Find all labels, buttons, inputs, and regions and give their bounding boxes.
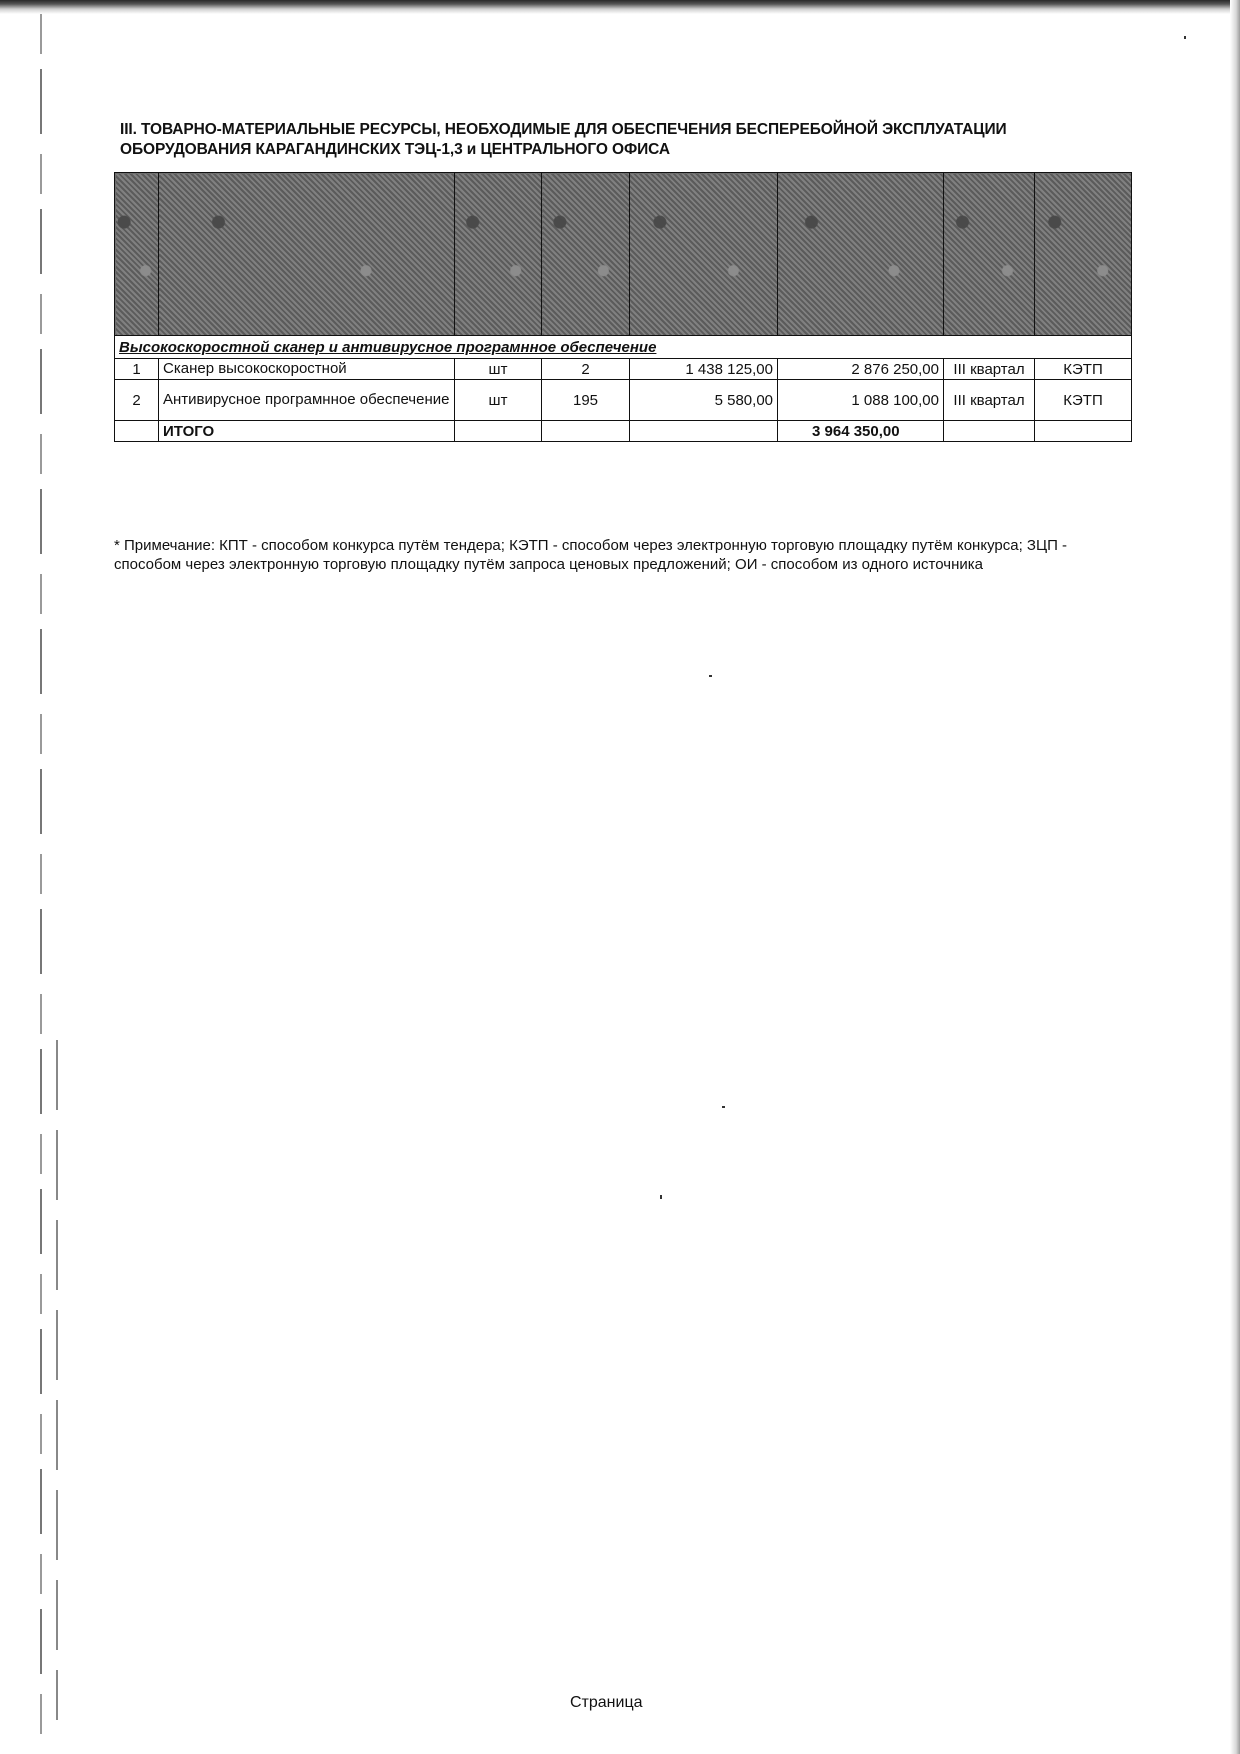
total-sum: 3 964 350,00 bbox=[778, 421, 944, 442]
table-total-row bbox=[115, 421, 1132, 442]
scan-top-edge bbox=[0, 0, 1240, 14]
row-price: 1 438 125,00 bbox=[630, 359, 778, 380]
row-price: 5 580,00 bbox=[630, 380, 778, 421]
row-qty: 195 bbox=[542, 380, 630, 421]
header-cell-num bbox=[115, 173, 159, 336]
scan-speck bbox=[660, 1195, 662, 1199]
row-unit: шт bbox=[455, 380, 542, 421]
header-cell-name bbox=[159, 173, 455, 336]
row-period: III квартал bbox=[944, 359, 1035, 380]
row-sum: 2 876 250,00 bbox=[778, 359, 944, 380]
scan-speck bbox=[1184, 36, 1186, 39]
header-cell-price bbox=[630, 173, 778, 336]
footnote: * Примечание: КПТ - способом конкурса путём тендера; КЭТП - способом через электронную торговую площадку путём конкурса; ЗЦП - способом через электронную торговую площадку путём запроса ценовых предложений; ОИ - способом из одного источника bbox=[114, 537, 1068, 573]
row-name: Сканер высокоскоростной bbox=[159, 359, 455, 380]
total-unit-empty bbox=[455, 421, 542, 442]
row-period: III квартал bbox=[944, 380, 1035, 421]
table-row bbox=[115, 380, 1132, 421]
scan-speck bbox=[722, 1106, 725, 1108]
scan-speck bbox=[709, 675, 712, 677]
total-label: ИТОГО bbox=[159, 421, 455, 442]
header-cell-unit bbox=[455, 173, 542, 336]
row-num: 1 bbox=[115, 359, 159, 380]
header-cell-qty bbox=[542, 173, 630, 336]
table-header-row bbox=[115, 173, 1132, 336]
total-period-empty bbox=[944, 421, 1035, 442]
row-qty: 2 bbox=[542, 359, 630, 380]
row-name: Антивирусное програмнное обеспечение bbox=[159, 380, 455, 421]
total-qty-empty bbox=[542, 421, 630, 442]
total-method-empty bbox=[1035, 421, 1132, 442]
scan-left-edge bbox=[40, 14, 42, 1734]
row-sum: 1 088 100,00 bbox=[778, 380, 944, 421]
resources-table bbox=[114, 172, 1132, 442]
row-unit: шт bbox=[455, 359, 542, 380]
section-heading bbox=[120, 120, 1140, 160]
page-footer: Страница bbox=[570, 1694, 643, 1711]
header-cell-sum bbox=[778, 173, 944, 336]
header-cell-period bbox=[944, 173, 1035, 336]
scan-right-edge bbox=[1230, 0, 1240, 1754]
row-method: КЭТП bbox=[1035, 380, 1132, 421]
section-title: Высокоскоростной сканер и антивирусное програмнное обеспечение bbox=[115, 336, 1132, 359]
row-method: КЭТП bbox=[1035, 359, 1132, 380]
table-section-row bbox=[115, 336, 1132, 359]
scan-left-edge-inner bbox=[56, 1040, 58, 1720]
total-num-empty bbox=[115, 421, 159, 442]
row-num: 2 bbox=[115, 380, 159, 421]
total-price-empty bbox=[630, 421, 778, 442]
heading-line-1: III. ТОВАРНО-МАТЕРИАЛЬНЫЕ РЕСУРСЫ, НЕОБХОДИМЫЕ ДЛЯ ОБЕСПЕЧЕНИЯ БЕСПЕРЕБОЙНОЙ ЭКСПЛУАТАЦИИ bbox=[120, 121, 1007, 138]
heading-line-2: ОБОРУДОВАНИЯ КАРАГАНДИНСКИХ ТЭЦ-1,3 и ЦЕНТРАЛЬНОГО ОФИСА bbox=[120, 141, 670, 158]
header-cell-method bbox=[1035, 173, 1132, 336]
table-row bbox=[115, 359, 1132, 380]
